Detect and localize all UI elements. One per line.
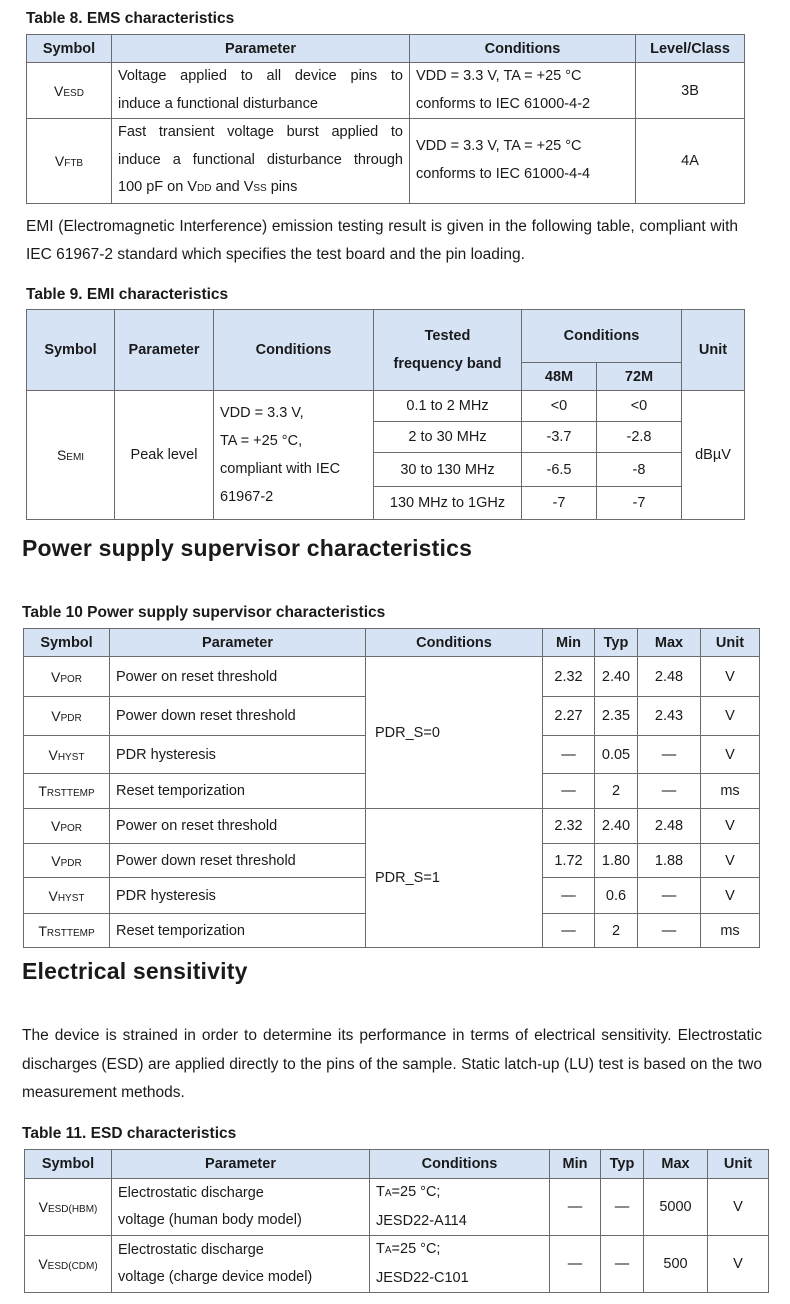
- t11-min: —: [550, 1179, 601, 1236]
- t9-header-conditions: Conditions: [214, 310, 374, 391]
- t11-max: 500: [644, 1236, 708, 1293]
- t10-typ: 0.05: [595, 736, 638, 774]
- t10-typ: 1.80: [595, 844, 638, 878]
- es-intro-paragraph: The device is strained in order to determine its performance in terms of electrical sensitivity. Electrostatic discharges (ESD) are applied directly to the pins of the sample. Static latch-up (LU) test is based on the two measurement methods.: [22, 1027, 762, 1101]
- t10-parameter: Power on reset threshold: [110, 809, 366, 844]
- t10-min: 1.72: [543, 844, 595, 878]
- t11-parameter: Electrostatic discharge voltage (charge device model): [112, 1236, 370, 1293]
- t8-header-symbol: Symbol: [27, 35, 112, 63]
- t10-parameter: PDR hysteresis: [110, 878, 366, 914]
- t10-parameter: Power down reset threshold: [110, 697, 366, 736]
- table-row: [27, 63, 745, 119]
- table10-power-supply: [23, 628, 760, 948]
- t9-band: 2 to 30 MHz: [374, 422, 522, 453]
- t9-value-48m: -7: [522, 487, 597, 520]
- t10-parameter: Power down reset threshold: [110, 844, 366, 878]
- t10-min: 2.27: [543, 697, 595, 736]
- t8-conditions: VDD = 3.3 V, TA = +25 °C conforms to IEC 61000-4-4: [410, 119, 636, 204]
- table11-esd: [24, 1149, 769, 1293]
- t10-max: 2.48: [638, 809, 701, 844]
- t10-unit: ms: [701, 914, 760, 948]
- t11-unit: V: [708, 1179, 769, 1236]
- t8-level: 4A: [636, 119, 745, 204]
- t10-parameter: Reset temporization: [110, 774, 366, 809]
- t11-typ: —: [601, 1236, 644, 1293]
- t10-typ: 2.40: [595, 657, 638, 697]
- t11-symbol: VESD(HBM): [25, 1179, 112, 1236]
- t11-header-min: Min: [550, 1150, 601, 1179]
- t8-parameter: Fast transient voltage burst applied to induce a functional disturbance through 100 pF on VDD and VSS pins: [112, 119, 410, 204]
- t10-header-min: Min: [543, 629, 595, 657]
- t10-min: —: [543, 878, 595, 914]
- t10-unit: V: [701, 697, 760, 736]
- t9-value-72m: <0: [597, 391, 682, 422]
- t9-value-48m: -3.7: [522, 422, 597, 453]
- t10-header-parameter: Parameter: [110, 629, 366, 657]
- t11-header-conditions: Conditions: [370, 1150, 550, 1179]
- t10-conditions-group2: PDR_S=1: [366, 809, 543, 948]
- t9-band: 130 MHz to 1GHz: [374, 487, 522, 520]
- t10-unit: V: [701, 657, 760, 697]
- t10-max: 2.48: [638, 657, 701, 697]
- t10-max: —: [638, 878, 701, 914]
- t10-symbol: TRSTTEMP: [24, 774, 110, 809]
- t10-max: —: [638, 914, 701, 948]
- t9-header-unit: Unit: [682, 310, 745, 391]
- table10-caption: Table 10 Power supply supervisor characteristics: [22, 604, 386, 621]
- t10-conditions-group1: PDR_S=0: [366, 657, 543, 809]
- t10-parameter: Reset temporization: [110, 914, 366, 948]
- t10-symbol: VPDR: [24, 844, 110, 878]
- t10-max: 2.43: [638, 697, 701, 736]
- t9-value-72m: -7: [597, 487, 682, 520]
- t10-symbol: VHYST: [24, 736, 110, 774]
- t11-conditions: TA=25 °C; JESD22-C101: [370, 1236, 550, 1293]
- t10-typ: 2.35: [595, 697, 638, 736]
- t10-symbol: VPDR: [24, 697, 110, 736]
- t9-header-band: Tested frequency band: [374, 310, 522, 391]
- table-row: [25, 1179, 769, 1236]
- t10-unit: V: [701, 809, 760, 844]
- t9-symbol: SEMI: [27, 391, 115, 520]
- t11-unit: V: [708, 1236, 769, 1293]
- t11-header-parameter: Parameter: [112, 1150, 370, 1179]
- t10-unit: V: [701, 736, 760, 774]
- t10-header-typ: Typ: [595, 629, 638, 657]
- t8-symbol: VFTB: [27, 119, 112, 204]
- t8-header-level: Level/Class: [636, 35, 745, 63]
- t10-min: —: [543, 914, 595, 948]
- t9-value-48m: <0: [522, 391, 597, 422]
- table-row: [24, 657, 760, 697]
- t10-symbol: VPOR: [24, 657, 110, 697]
- t9-header-48m: 48M: [522, 363, 597, 391]
- table-row: [24, 809, 760, 844]
- t9-value-72m: -8: [597, 453, 682, 487]
- section-heading-electrical-sensitivity: Electrical sensitivity: [22, 958, 248, 984]
- t8-parameter: Voltage applied to all device pins to induce a functional disturbance: [112, 63, 410, 119]
- t10-symbol: VPOR: [24, 809, 110, 844]
- t10-min: 2.32: [543, 657, 595, 697]
- t11-min: —: [550, 1236, 601, 1293]
- t11-header-typ: Typ: [601, 1150, 644, 1179]
- t10-unit: V: [701, 844, 760, 878]
- table-row: [27, 119, 745, 204]
- t10-header-max: Max: [638, 629, 701, 657]
- t10-unit: V: [701, 878, 760, 914]
- t11-max: 5000: [644, 1179, 708, 1236]
- t10-max: —: [638, 736, 701, 774]
- t9-band: 0.1 to 2 MHz: [374, 391, 522, 422]
- t11-symbol: VESD(CDM): [25, 1236, 112, 1293]
- t10-min: —: [543, 736, 595, 774]
- t8-symbol: VESD: [27, 63, 112, 119]
- table-row: [27, 391, 745, 422]
- t10-typ: 2.40: [595, 809, 638, 844]
- t11-conditions: TA=25 °C; JESD22-A114: [370, 1179, 550, 1236]
- t11-header-symbol: Symbol: [25, 1150, 112, 1179]
- t11-typ: —: [601, 1179, 644, 1236]
- t10-unit: ms: [701, 774, 760, 809]
- t9-parameter: Peak level: [115, 391, 214, 520]
- t11-header-unit: Unit: [708, 1150, 769, 1179]
- t10-symbol: TRSTTEMP: [24, 914, 110, 948]
- table11-caption: Table 11. ESD characteristics: [22, 1125, 237, 1142]
- t9-band: 30 to 130 MHz: [374, 453, 522, 487]
- t8-header-parameter: Parameter: [112, 35, 410, 63]
- t9-value-48m: -6.5: [522, 453, 597, 487]
- t10-typ: 2: [595, 774, 638, 809]
- t9-value-72m: -2.8: [597, 422, 682, 453]
- t9-header-72m: 72M: [597, 363, 682, 391]
- t10-header-symbol: Symbol: [24, 629, 110, 657]
- t10-header-unit: Unit: [701, 629, 760, 657]
- t10-max: —: [638, 774, 701, 809]
- t10-parameter: Power on reset threshold: [110, 657, 366, 697]
- table-row: [25, 1236, 769, 1293]
- t10-typ: 2: [595, 914, 638, 948]
- t9-header-parameter: Parameter: [115, 310, 214, 391]
- t9-conditions: VDD = 3.3 V, TA = +25 °C, compliant with IEC 61967-2: [214, 391, 374, 520]
- t9-header-condition-group: Conditions: [522, 310, 682, 363]
- emi-intro-paragraph: EMI (Electromagnetic Interference) emission testing result is given in the following table, compliant with IEC 61967-2 standard which specifies the test board and the pin loading.: [26, 218, 738, 263]
- t11-header-max: Max: [644, 1150, 708, 1179]
- t10-min: —: [543, 774, 595, 809]
- table8-ems: [26, 34, 745, 204]
- t9-unit: dBµV: [682, 391, 745, 520]
- t10-parameter: PDR hysteresis: [110, 736, 366, 774]
- t10-max: 1.88: [638, 844, 701, 878]
- t11-parameter: Electrostatic discharge voltage (human body model): [112, 1179, 370, 1236]
- section-heading-power-supply: Power supply supervisor characteristics: [22, 535, 473, 561]
- t10-typ: 0.6: [595, 878, 638, 914]
- t10-min: 2.32: [543, 809, 595, 844]
- table9-caption: Table 9. EMI characteristics: [26, 286, 229, 303]
- table8-caption: Table 8. EMS characteristics: [26, 10, 235, 27]
- t8-conditions: VDD = 3.3 V, TA = +25 °C conforms to IEC 61000-4-2: [410, 63, 636, 119]
- table9-emi: [26, 309, 745, 520]
- t8-level: 3B: [636, 63, 745, 119]
- t10-header-conditions: Conditions: [366, 629, 543, 657]
- t10-symbol: VHYST: [24, 878, 110, 914]
- t9-header-symbol: Symbol: [27, 310, 115, 391]
- t8-header-conditions: Conditions: [410, 35, 636, 63]
